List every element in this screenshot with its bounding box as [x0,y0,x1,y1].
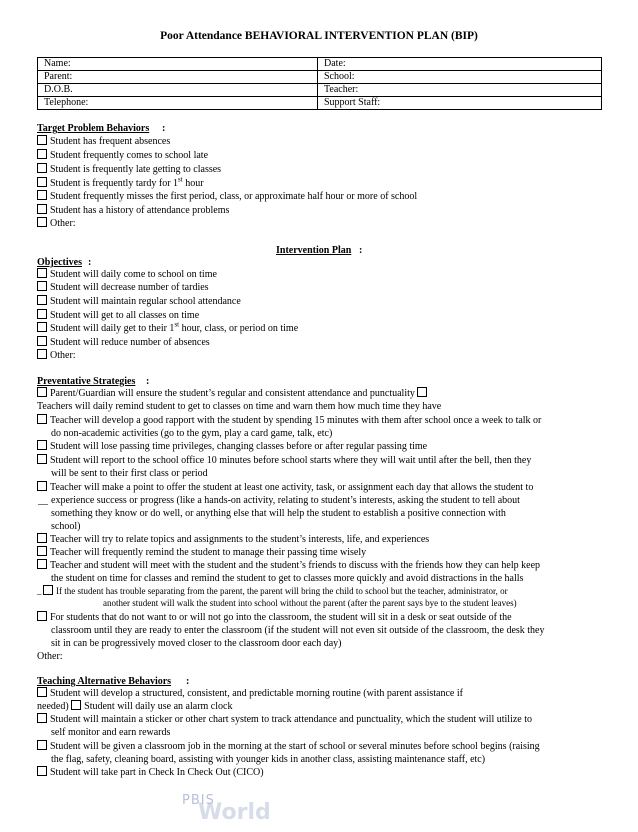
checkbox[interactable] [37,481,47,491]
item-label: Student will reduce number of absences [50,337,210,348]
strategy-item-cont: will be sent to their first class or period [51,468,208,479]
teacher-field[interactable]: Teacher: [318,84,602,97]
heading-colon: : [162,123,166,134]
teaching-item [37,687,463,701]
strategy-item-cont: sit in can be progressively moved closer to the classroom door each day) [51,638,342,649]
checkbox[interactable] [37,295,47,305]
item-label-end: hour [182,178,204,189]
teaching-item-cont: the flag, safety, cleaning board, assisting with younger kids in another class, assisting maintenance staff, etc) [51,754,486,765]
target-item [37,204,229,218]
checkbox[interactable] [37,190,47,200]
checkbox[interactable] [37,163,47,173]
target-item [37,177,204,191]
item-label: Student frequently misses the first period, class, or approximate half hour or more of school [50,191,418,202]
checkbox[interactable] [37,204,47,214]
checkbox[interactable] [37,322,47,332]
strategy-item [37,559,540,573]
target-item [37,190,417,204]
checkbox[interactable] [37,349,47,359]
item-label: Teacher and student will meet with the student and the student’s friends to discuss with the friends how they can help keep [50,560,541,571]
strategy-item-cont: do non-academic activities (go to the gym, play a card game, talk, etc) [51,428,333,439]
item-label: Student will take part in Check In Check Out (CICO) [50,767,264,778]
teaching-heading: Teaching Alternative Behaviors [37,676,172,687]
checkbox[interactable] [37,149,47,159]
strategy-other: Other: [37,651,63,662]
checkbox[interactable] [37,766,47,776]
checkbox[interactable] [37,217,47,227]
dob-field[interactable]: D.O.B. [38,84,318,97]
checkbox[interactable] [37,268,47,278]
item-label: Student has frequent absences [50,136,171,147]
strategy-item-cont: experience success or progress (like a hands-on activity, relating to student’s interests, asking the student to tell about [51,495,520,506]
teaching-item [37,766,264,780]
item-label: Student will lose passing time privileges, changing classes before or after regular passing time [50,441,428,452]
checkbox[interactable] [37,387,47,397]
teaching-item [37,700,232,714]
item-label: Teacher will frequently remind the student to manage their passing time wisely [50,547,367,558]
superscript: st [174,320,180,329]
item-label: Student will maintain a sticker or other chart system to track attendance and punctuality, which the student will utilize to [50,714,532,725]
target-item [37,149,208,163]
item-label: Student will be given a classroom job in the morning at the start of school or several minutes before school begins (raising [50,741,540,752]
support-staff-field[interactable]: Support Staff: [318,97,602,110]
objective-item [37,268,217,282]
item-label: Teacher will make a point to offer the student at least one activity, task, or assignment each day that allows the student to [50,482,534,493]
watermark-text: PBIS [182,793,215,808]
item-label: Other: [50,218,76,229]
item-label-end: hour, class, or period on time [179,323,299,334]
item-label: Student will daily use an alarm clock [84,701,233,712]
strategy-item-cont: the student on time for classes and remind the student to get to classes more quickly and avoid distractions in the halls [51,573,524,584]
objective-item [37,322,298,336]
teaching-item-cont: self monitor and earn rewards [51,727,171,738]
item-label: Teacher will develop a good rapport with the student by spending 15 minutes with them after school once a week to talk or [50,415,542,426]
objective-item [37,349,76,363]
checkbox[interactable] [37,177,47,187]
item-label: Student will get to all classes on time [50,310,200,321]
item-label: Student will daily come to school on time [50,269,217,280]
item-label: Student has a history of attendance problems [50,205,230,216]
objective-item [37,281,209,295]
watermark-logo [170,792,350,832]
objective-item [37,336,210,350]
target-behaviors-heading: Target Problem Behaviors [37,123,150,134]
item-label: Student will maintain regular school attendance [50,296,241,307]
heading-colon: : [88,257,92,268]
checkbox[interactable] [37,611,47,621]
strategy-item-cont: classroom until they are ready to enter the classroom (if the student will not even sit outside of the classroom, the desk they [51,625,545,636]
checkbox[interactable] [37,546,47,556]
checkbox[interactable] [417,387,427,397]
strategy-item [37,414,541,428]
heading-colon: : [359,245,363,256]
checkbox[interactable] [37,454,47,464]
checkbox[interactable] [37,414,47,424]
checkbox[interactable] [71,700,81,710]
item-label: Student is frequently late getting to classes [50,164,222,175]
strategy-item [37,611,512,625]
checkbox[interactable] [37,135,47,145]
checkbox[interactable] [37,740,47,750]
checkbox[interactable] [37,336,47,346]
objectives-heading: Objectives [37,257,82,268]
strategy-item [37,546,366,560]
heading-colon: : [146,376,150,387]
parent-field[interactable]: Parent: [38,71,318,84]
objective-item [37,295,241,309]
checkbox[interactable] [37,309,47,319]
strategy-item [37,481,533,495]
student-info-table [37,57,602,110]
strategy-item: _ If the student has trouble separating from the parent, the parent will bring the child to school but the teacher, administrator, or [37,586,508,596]
strategy-item [37,454,531,468]
strategy-item [37,387,430,401]
strategy-item-cont: school) [51,521,81,532]
telephone-field[interactable]: Telephone: [38,97,318,110]
checkbox[interactable] [37,440,47,450]
item-label: Student will report to the school office 10 minutes before school starts where they will wait until after the bell, then they [50,455,532,466]
strategy-item-cont: another student will walk the student into school without the parent (after the parent says bye to the student leaves) [103,598,517,608]
teaching-item [37,713,532,727]
blank-line: __ [38,495,48,506]
target-item [37,163,221,177]
strategy-item [37,533,429,547]
strategy-item-cont: something they know or do well, or anything else that will help the student to establish a positive connection with [51,508,506,519]
checkbox[interactable] [37,713,47,723]
target-item [37,135,170,149]
item-label: Teacher will try to relate topics and assignments to the student’s interests, life, and experiences [50,534,430,545]
item-label: Student will develop a structured, consistent, and predictable morning routine (with parent assistance if [50,688,463,699]
item-label: If the student has trouble separating from the parent, the parent will bring the child to school but the teacher, administrator, or [56,586,508,596]
date-field[interactable]: Date: [318,58,602,71]
teaching-item [37,740,540,754]
item-label: Student frequently comes to school late [50,150,209,161]
checkbox[interactable] [37,281,47,291]
item-label: Parent/Guardian will ensure the student’s regular and consistent attendance and punctuality [50,388,415,399]
checkbox[interactable] [37,559,47,569]
item-label: Student is frequently tardy for 1 [50,178,179,189]
watermark-text: World [198,800,271,825]
heading-colon: : [186,676,190,687]
item-label: Other: [50,350,76,361]
strategy-item: Teachers will daily remind student to get to classes on time and warn them how much time they have [37,401,442,412]
checkbox[interactable] [43,585,53,595]
name-field[interactable]: Name: [38,58,318,71]
preventative-heading: Preventative Strategies [37,376,136,387]
superscript: st [178,175,183,184]
item-label: Student will decrease number of tardies [50,282,209,293]
intervention-plan-heading: Intervention Plan [276,245,352,256]
item-label: For students that do not want to or will not go into the classroom, the student will sit in a desk or seat outside of the [50,612,512,623]
strategy-item [37,440,427,454]
page-title: Poor Attendance BEHAVIORAL INTERVENTION PLAN (BIP) [160,30,478,42]
school-field[interactable]: School: [318,71,602,84]
checkbox[interactable] [37,687,47,697]
item-label: needed) [37,701,69,712]
checkbox[interactable] [37,533,47,543]
target-item [37,217,76,231]
item-label: Student will daily get to their 1 [50,323,175,334]
